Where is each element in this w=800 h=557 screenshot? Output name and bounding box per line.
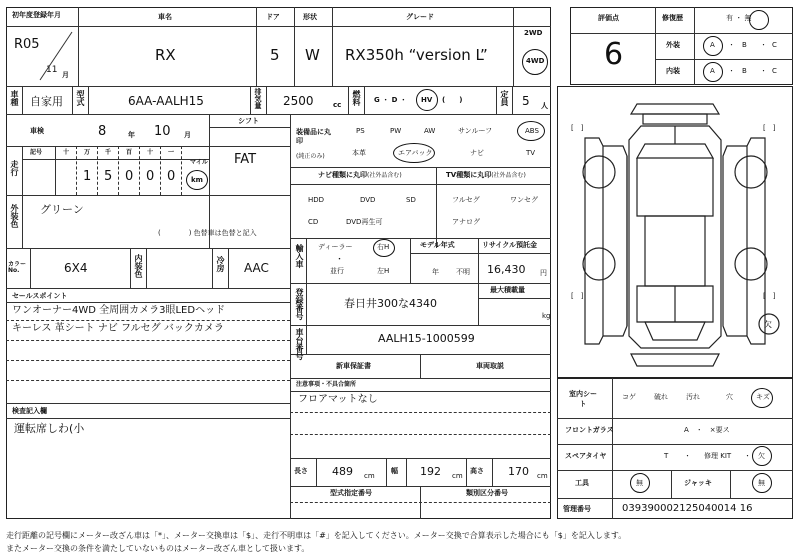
mileage-sub: 記号 (30, 149, 43, 156)
import-parallel: 並行 (330, 267, 344, 275)
car-name: RX (155, 46, 176, 64)
spare-opt-4: 欠 (758, 452, 765, 460)
line (160, 146, 161, 195)
use-value: 自家用 (30, 95, 63, 108)
repair-options: 有 ・ 無 (726, 14, 752, 22)
fuel-options: G ・ D ・ (374, 96, 407, 104)
line (6, 146, 290, 147)
line (6, 26, 551, 27)
model-year-label: モデル年式 (420, 241, 455, 249)
equipment-item-2: AW (424, 127, 436, 135)
spare-label: スペアタイヤ (565, 452, 607, 460)
line (22, 195, 23, 248)
line (6, 114, 551, 115)
line (118, 146, 119, 195)
inspection-month-unit: 月 (184, 131, 191, 139)
chassis-label: 車台番号 (295, 328, 304, 360)
line (290, 412, 551, 413)
line (290, 458, 551, 459)
line (512, 86, 513, 114)
sales-point-line2: キーレス 革シート ナビ フルセグ バックカメラ (12, 323, 224, 334)
mileage-header-2: 千 (105, 149, 112, 156)
width-value: 192 (420, 465, 441, 478)
glass-value: A ・ ×要ス (684, 426, 730, 434)
line (6, 320, 290, 321)
sales-point-line1: ワンオーナー4WD 全周囲カメラ3眼LEDヘッド (12, 305, 226, 316)
door-label: ドア (266, 13, 280, 21)
jack-label: ジャッキ (684, 479, 712, 487)
interior-opt-2: B (742, 67, 747, 75)
reg-month-unit: 月 (62, 71, 69, 79)
interior-opt-0: A (710, 67, 715, 75)
equipment-item2-3: TV (526, 149, 536, 157)
inspector-label: 検査記入欄 (12, 407, 47, 415)
inspection-year: 8 (98, 124, 107, 139)
equipment-item2-1: エアバック (398, 149, 433, 157)
interior-opt-3: ・ (760, 67, 767, 75)
exterior-opt-2: B (742, 41, 747, 49)
inspection-label: 車検 (30, 127, 44, 135)
displacement-label: 排気量 (254, 88, 262, 109)
tv-sub: (社外品含む) (491, 172, 526, 179)
line (290, 434, 551, 435)
car-diagram (557, 86, 793, 378)
exterior-opt-3: ・ (760, 41, 767, 49)
line (557, 418, 793, 419)
displacement-unit: cc (333, 101, 342, 109)
height-label: 高さ (470, 467, 484, 475)
model-label: 型式 (76, 90, 85, 106)
fuel-label: 燃料 (352, 90, 361, 106)
line (22, 86, 23, 114)
line (306, 325, 307, 354)
reg-month: 11 (46, 65, 58, 75)
line (78, 7, 79, 86)
recycle-value: 16,430 (487, 263, 526, 276)
line (212, 248, 213, 288)
model-year-unknown: 不明 (456, 268, 470, 276)
drive-2wd: 2WD (524, 29, 543, 37)
line (294, 7, 295, 86)
line (22, 146, 23, 195)
line (466, 458, 467, 486)
mileage-header-0: 十 (63, 149, 70, 156)
max-load-unit: kg (542, 312, 551, 320)
displacement-value: 2500 (283, 94, 314, 108)
cooler-label: 冷房 (216, 256, 225, 272)
height-unit: cm (537, 472, 548, 480)
mileage-header-4: 十 (147, 149, 154, 156)
main-form (6, 7, 551, 519)
use-label: 車種 (10, 90, 19, 106)
spare-opt-3: ・ (744, 452, 751, 460)
spare-opt-2: 修理 KIT (704, 452, 732, 460)
line (306, 283, 307, 325)
reg-era: R05 (14, 37, 40, 52)
line (420, 354, 421, 378)
cooler-value: AAC (244, 261, 269, 275)
bracket-right-rear: [ ] (763, 292, 776, 300)
mileage-header-3: 百 (126, 149, 133, 156)
line (88, 86, 89, 114)
line (655, 59, 793, 60)
mileage-header-1: 万 (84, 149, 91, 156)
tv-label-text: TV種類に丸印 (446, 171, 492, 179)
import-label: 輸入車 (295, 244, 304, 268)
exterior-label: 外装 (666, 41, 680, 49)
model-year-year: 年 (432, 268, 439, 276)
type-no-label: 型式指定番号 (330, 489, 372, 497)
line (316, 458, 317, 486)
equipment-label: 装備品に丸印 (296, 128, 331, 146)
line (492, 458, 493, 486)
mgmt-label: 管理番号 (563, 505, 591, 513)
line (496, 86, 497, 114)
bracket-left-front: [ ] (571, 124, 584, 132)
line (228, 248, 229, 288)
footer-line1: 走行距離の記号欄にメーター改ざん車は「*」、メーター交換車は「$」、走行不明車は「#」を記入してください。メーター交換で合算表示した場合にも「$」を記入します。 (6, 531, 627, 540)
tv-option2-0: アナログ (452, 218, 480, 226)
color-note: ( ) 色替車は色替と記入 (158, 229, 257, 237)
mileage-digit-3: 0 (146, 169, 155, 184)
shift-label: シフト (238, 117, 259, 125)
room-opt-4: キズ (756, 393, 770, 401)
score-label: 評価点 (598, 14, 619, 22)
shape-label: 形状 (303, 13, 317, 21)
score-value: 6 (604, 37, 624, 72)
fuel-paren: ( ) (442, 96, 463, 104)
capacity-value: 5 (522, 94, 530, 108)
equipment-item-3: サンルーフ (458, 127, 493, 135)
shift-value: FAT (234, 152, 257, 167)
line (290, 325, 551, 326)
line (410, 253, 551, 254)
length-unit: cm (364, 472, 375, 480)
room-opt-0: コゲ (622, 393, 636, 401)
line (348, 86, 349, 114)
interior-opt-1: ・ (728, 67, 735, 75)
room-opt-2: 汚れ (686, 393, 700, 401)
mileage-digit-0: 1 (83, 169, 92, 184)
capacity-unit: 人 (541, 102, 548, 110)
import-left: 左H (377, 267, 390, 275)
spare-opt-0: T (664, 452, 669, 460)
chassis-value: AALH15-1000599 (378, 332, 475, 345)
line (6, 340, 290, 341)
line (655, 7, 656, 85)
line (6, 248, 290, 249)
line (30, 248, 31, 288)
recycle-label: リサイクル預託金 (482, 241, 538, 249)
line (290, 283, 551, 284)
notes-value: フロアマットなし (298, 394, 378, 405)
line (55, 146, 56, 195)
line (6, 403, 290, 404)
spare-opt-1: ・ (684, 452, 691, 460)
recycle-unit: 円 (540, 269, 547, 277)
line (256, 7, 257, 86)
line (290, 238, 551, 239)
fuel-hv: HV (421, 96, 433, 104)
tv-option-0: フルセグ (452, 196, 480, 204)
bracket-right-front: [ ] (763, 124, 776, 132)
line (290, 184, 551, 185)
line (730, 470, 731, 498)
width-unit: cm (452, 472, 463, 480)
import-dot: ・ (336, 255, 343, 263)
mileage-label: 走行 (10, 160, 19, 176)
line (694, 7, 695, 85)
navi-sub: (社外品含む) (367, 172, 402, 179)
mgmt-value: 039390002125040014 16 (622, 503, 753, 514)
navi-option2-1: DVD再生可 (346, 218, 383, 226)
equipment-item-1: PW (390, 127, 402, 135)
sales-point-label: セールスポイント (12, 292, 68, 300)
navi-option-0: HDD (308, 196, 325, 204)
glass-label: フロントガラス (565, 426, 614, 434)
line (130, 248, 131, 288)
jack-value: 無 (758, 479, 765, 487)
line (6, 195, 290, 196)
line (290, 378, 551, 379)
line (209, 127, 290, 128)
line (306, 238, 307, 283)
line (209, 114, 210, 248)
line (266, 86, 267, 114)
color-label: 外装色 (10, 204, 19, 228)
line (513, 7, 514, 86)
tools-value: 無 (636, 479, 643, 487)
line (671, 470, 672, 498)
line (386, 458, 387, 486)
line (557, 498, 793, 499)
mileage-digit-4: 0 (167, 169, 176, 184)
line (139, 146, 140, 195)
length-value: 489 (332, 465, 353, 478)
line (6, 418, 290, 419)
repair-label: 修復歴 (662, 14, 683, 22)
line (76, 146, 77, 195)
room-opt-3: 穴 (726, 393, 733, 401)
drive-4wd: 4WD (526, 57, 545, 65)
length-label: 長さ (294, 467, 308, 475)
line (406, 458, 407, 486)
mileage-digit-1: 5 (104, 169, 113, 184)
import-right: 右H (377, 243, 390, 251)
mileage-unit-label: マイル (190, 159, 208, 166)
line (6, 288, 290, 289)
door-value: 5 (270, 46, 280, 64)
navi-option2-0: CD (308, 218, 319, 226)
room-label: 室内シート (569, 390, 597, 408)
equipment-item2-2: ナビ (470, 149, 484, 157)
grade-value: RX350h “version L” (345, 46, 488, 64)
color-no-label: カラーNo. (8, 261, 27, 274)
interior-label: 内装 (666, 67, 680, 75)
line (478, 298, 551, 299)
height-value: 170 (508, 465, 529, 478)
navi-option-1: DVD (360, 196, 376, 204)
inspection-month: 10 (154, 124, 171, 139)
tools-label: 工具 (575, 479, 589, 487)
mileage-unit: km (191, 176, 203, 184)
line (557, 470, 793, 471)
width-label: 幅 (391, 467, 398, 475)
equipment-item2-0: 本革 (352, 149, 366, 157)
navi-label (318, 172, 402, 179)
plate-label: 登録番号 (295, 288, 304, 320)
interior-opt-4: C (772, 67, 777, 75)
tv-option-1: ワンセグ (510, 196, 538, 204)
bracket-left-rear: [ ] (571, 292, 584, 300)
exterior-opt-1: ・ (728, 41, 735, 49)
color-no-value: 6X4 (64, 261, 88, 275)
line (570, 33, 793, 34)
room-opt-1: 破れ (654, 393, 668, 401)
notes-label: 注意事項・不具合箇所 (296, 381, 357, 388)
line (72, 86, 73, 114)
line (290, 502, 551, 503)
navi-option-2: SD (406, 196, 416, 204)
name-label: 車名 (158, 13, 172, 21)
footer-line2: またメーター交換の条件を満たしていないものはメーター改ざん車として扱います。 (6, 544, 310, 553)
line (290, 391, 551, 392)
equipment-item-0: PS (356, 127, 365, 135)
inspection-year-unit: 年 (128, 131, 135, 139)
import-dealer: ディーラー (318, 243, 353, 251)
mileage-digit-2: 0 (125, 169, 134, 184)
line (436, 167, 437, 248)
model-value: 6AA-AALH15 (128, 94, 204, 108)
line (364, 86, 365, 114)
shape-value: W (305, 46, 320, 64)
line (6, 360, 290, 361)
line (478, 238, 479, 325)
exterior-opt-0: A (710, 41, 715, 49)
navi-label-text: ナビ種類に丸印 (318, 171, 367, 179)
capacity-label: 定員 (500, 90, 509, 106)
grade-label: グレード (406, 13, 434, 21)
class-no-label: 類別区分番号 (466, 489, 508, 497)
color-value: グリーン (40, 203, 84, 216)
warranty-label: 新車保証書 (336, 362, 371, 370)
line (181, 146, 182, 195)
reg-label: 初年度登録年月 (12, 11, 61, 19)
max-load-label: 最大積載量 (490, 286, 525, 294)
equipment-item-4: ABS (525, 127, 539, 135)
line (6, 380, 290, 381)
manual-label: 車両取説 (476, 362, 504, 370)
inspector-value: 運転席しわ(小 (14, 422, 85, 435)
int-color-label: 内装色 (134, 254, 143, 278)
line (410, 238, 411, 283)
diagram-mark: 欠 (764, 320, 772, 329)
line (6, 302, 290, 303)
line (250, 86, 251, 114)
line (146, 248, 147, 288)
line (97, 146, 98, 195)
mileage-header-5: 一 (168, 149, 175, 156)
line (332, 7, 333, 86)
equipment-sub: (純正のみ) (296, 153, 325, 160)
exterior-opt-4: C (772, 41, 777, 49)
plate-value: 春日井300な4340 (344, 297, 437, 310)
repair-circle (749, 10, 769, 30)
line (290, 167, 551, 168)
line (557, 444, 793, 445)
tv-label (446, 172, 526, 179)
